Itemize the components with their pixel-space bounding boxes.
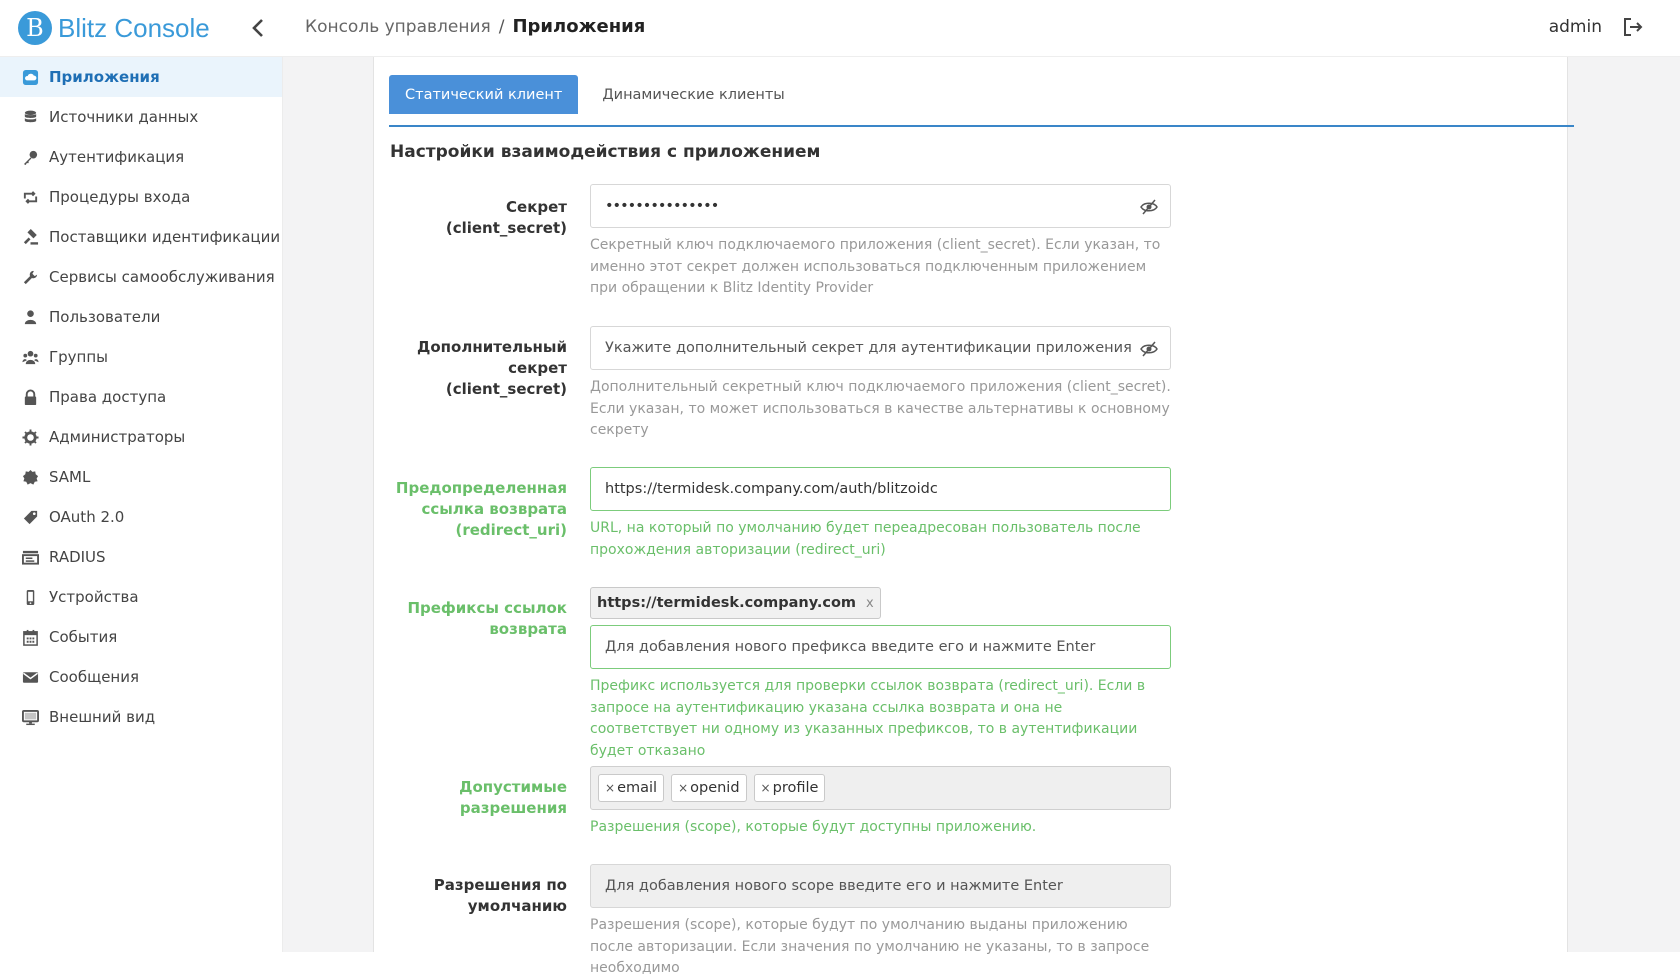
- sidebar-item-label: OAuth 2.0: [49, 508, 125, 526]
- eye-slash-icon[interactable]: [1140, 340, 1158, 358]
- collapse-sidebar-button[interactable]: [246, 14, 270, 42]
- sidebar-item-label: Администраторы: [49, 428, 186, 446]
- cloud-icon: [20, 67, 40, 87]
- sidebar-item-label: Сообщения: [49, 668, 140, 686]
- eye-slash-icon[interactable]: [1140, 198, 1158, 216]
- scope-tag-label: email: [617, 780, 658, 796]
- scope-tag-email[interactable]: [598, 774, 664, 802]
- scope-tag-profile[interactable]: [754, 774, 826, 802]
- user-icon: [20, 307, 40, 327]
- secret-label: Секрет (client_secret): [445, 198, 567, 237]
- remove-tag-icon[interactable]: ×: [760, 781, 771, 795]
- prefix-chip-label: https://termidesk.company.com: [597, 595, 857, 611]
- sidebar-item-label: Права доступа: [49, 388, 167, 406]
- retweet-icon: [20, 187, 40, 207]
- secret2-label: Дополнительный секрет (client_secret): [417, 338, 567, 398]
- chevron-left-icon: [251, 18, 265, 38]
- top-header: [0, 0, 1680, 57]
- sidebar-item-4[interactable]: [0, 177, 282, 217]
- list-icon: [20, 547, 40, 567]
- scopes-help: Разрешения (scope), которые будут доступны приложению.: [590, 819, 1037, 835]
- envelope-icon: [20, 667, 40, 687]
- user-menu: [1549, 16, 1644, 38]
- secret2-field[interactable]: [590, 326, 1171, 370]
- key-icon: [20, 147, 40, 167]
- scopes-label: Допустимые разрешения: [459, 778, 567, 817]
- sidebar-item-15[interactable]: [0, 617, 282, 657]
- tab-dynamic-clients[interactable]: Динамические клиенты: [602, 86, 785, 103]
- brand[interactable]: [18, 10, 210, 46]
- users-icon: [20, 347, 40, 367]
- sidebar-item-label: Аутентификация: [49, 148, 185, 166]
- sidebar-item-1[interactable]: [0, 57, 282, 97]
- sidebar-item-label: Сервисы самообслуживания: [49, 268, 275, 286]
- sidebar-item-label: Процедуры входа: [49, 188, 191, 206]
- logout-icon[interactable]: [1622, 16, 1644, 38]
- sidebar-item-5[interactable]: [0, 217, 282, 257]
- sidebar-item-2[interactable]: [0, 97, 282, 137]
- mobile-icon: [20, 587, 40, 607]
- sidebar-item-label: Группы: [49, 348, 109, 366]
- remove-prefix-button[interactable]: x: [866, 595, 874, 611]
- default-scopes-placeholder: Для добавления нового scope введите его и нажмите Enter: [605, 878, 1063, 894]
- gear-icon: [20, 427, 40, 447]
- sidebar-item-9[interactable]: [0, 377, 282, 417]
- sidebar-item-3[interactable]: [0, 137, 282, 177]
- username[interactable]: admin: [1548, 17, 1602, 37]
- sidebar-item-label: Поставщики идентификации: [49, 228, 281, 246]
- brand-name: Blitz Console: [58, 12, 210, 43]
- sidebar-item-7[interactable]: [0, 297, 282, 337]
- sidebar-item-10[interactable]: [0, 417, 282, 457]
- secret-field[interactable]: [590, 184, 1171, 228]
- monitor-icon: [20, 707, 40, 727]
- redirect-uri-input[interactable]: [590, 467, 1171, 511]
- sidebar-item-label: SAML: [49, 468, 91, 486]
- sidebar-item-11[interactable]: [0, 457, 282, 497]
- sidebar-item-16[interactable]: [0, 657, 282, 697]
- prefix-chip: [590, 587, 881, 619]
- remove-tag-icon[interactable]: ×: [678, 781, 689, 795]
- sidebar-item-6[interactable]: [0, 257, 282, 297]
- remove-tag-icon[interactable]: ×: [605, 781, 616, 795]
- blitz-logo-icon: B: [18, 11, 52, 45]
- secret2-help: Дополнительный секретный ключ подключаемого приложения (client_secret). Если указан, то может использоваться в качестве альтернативы к основному секрету: [590, 379, 1171, 438]
- default-scopes-input[interactable]: [590, 864, 1171, 908]
- calendar-icon: [20, 627, 40, 647]
- scope-tag-openid[interactable]: [671, 774, 746, 802]
- sidebar-item-label: События: [49, 628, 118, 646]
- certificate-icon: [20, 467, 40, 487]
- redirect-uri-help: URL, на который по умолчанию будет переадресован пользователь после прохождения авторизации (redirect_uri): [590, 520, 1141, 558]
- scope-tag-label: openid: [690, 780, 740, 796]
- database-icon: [20, 107, 40, 127]
- sidebar-item-17[interactable]: [0, 697, 282, 737]
- prefix-placeholder: Для добавления нового префикса введите его и нажмите Enter: [605, 639, 1096, 655]
- client-tabs: [389, 75, 1574, 127]
- wrench-icon: [20, 267, 40, 287]
- lock-icon: [20, 387, 40, 407]
- secret-help: Секретный ключ подключаемого приложения (client_secret). Если указан, то именно этот секрет должен использоваться подключенным приложением при обращении к Blitz Identity Provider: [590, 237, 1161, 296]
- section-title: Настройки взаимодействия с приложением: [390, 142, 821, 162]
- gavel-icon: [20, 227, 40, 247]
- scope-tag-label: profile: [772, 780, 819, 796]
- prefix-input[interactable]: [590, 625, 1171, 669]
- sidebar: [0, 57, 283, 952]
- tag-icon: [20, 507, 40, 527]
- sidebar-item-label: Приложения: [49, 68, 160, 86]
- sidebar-item-8[interactable]: [0, 337, 282, 377]
- sidebar-item-label: Пользователи: [49, 308, 161, 326]
- secret-value: •••••••••••••••: [605, 198, 719, 214]
- tab-static-client[interactable]: Статический клиент: [389, 75, 578, 114]
- scopes-tag-input[interactable]: [590, 766, 1171, 810]
- sidebar-item-label: Источники данных: [49, 108, 199, 126]
- sidebar-item-label: RADIUS: [49, 548, 106, 566]
- sidebar-item-13[interactable]: [0, 537, 282, 577]
- secret2-placeholder: Укажите дополнительный секрет для аутентификации приложения: [605, 340, 1132, 356]
- default-scopes-help: Разрешения (scope), которые будут по умолчанию выданы приложению после авторизации. Если значения по умолчанию не указаны, то в запросе необходимо: [590, 917, 1150, 976]
- sidebar-item-12[interactable]: [0, 497, 282, 537]
- breadcrumb-root[interactable]: Консоль управления: [305, 16, 491, 37]
- redirect-uri-value: https://termidesk.company.com/auth/blitzoidc: [605, 481, 938, 497]
- sidebar-item-label: Внешний вид: [49, 708, 156, 726]
- sidebar-item-label: Устройства: [49, 588, 139, 606]
- page-title: Приложения: [512, 16, 646, 37]
- prefixes-label: Префиксы ссылок возврата: [407, 599, 567, 638]
- prefixes-help: Префикс используется для проверки ссылок возврата (redirect_uri). Если в запросе на аутентификацию указана ссылка возврата и она не соответствует ни одному из указанных префиксов, то в аутентификации будет отказано: [590, 678, 1146, 759]
- default-scopes-label: Разрешения по умолчанию: [433, 876, 567, 915]
- redirect-uri-label: Предопределенная ссылка возврата (redirect_uri): [395, 479, 567, 539]
- breadcrumb-separator: /: [498, 16, 505, 37]
- breadcrumb: [305, 16, 645, 37]
- sidebar-item-14[interactable]: [0, 577, 282, 617]
